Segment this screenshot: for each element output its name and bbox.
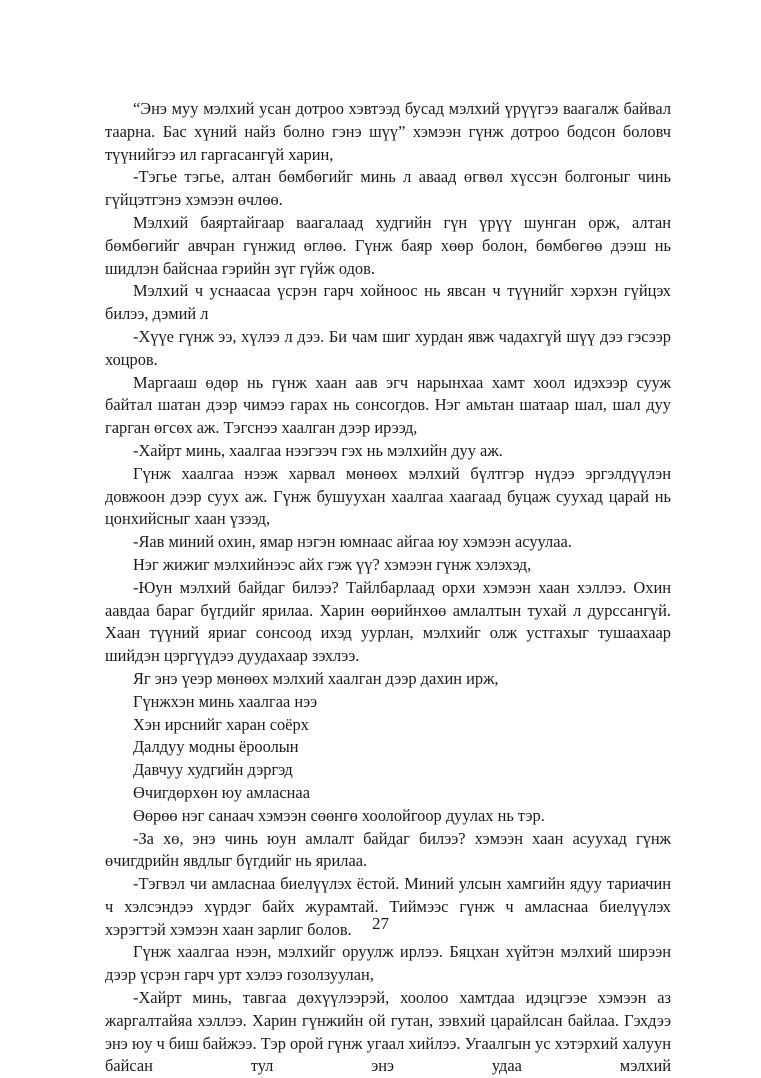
paragraph: “Энэ муу мэлхий усан дотроо хэвтээд бусад мэлхий үрүүгээ ваагалж байвал таарна. Бас хүний найз болно гэнэ шүү” хэмээн гүнж дотроо бодсон боловч түүнийгээ ил гаргасангүй харин, [105, 99, 671, 164]
paragraph: Гүнж хаалгаа нээж харвал мөнөөх мэлхий бүлтгэр нүдээ эргэлдүүлэн довжоон дээр суух аж. Гүнж бушуухан хаалгаа хаагаад буцаж суухад царай нь цонхийсныг хаан үзээд, [105, 463, 671, 529]
paragraph: -Хүүе гүнж ээ, хүлээ л дээ. Би чам шиг хурдан явж чадахгүй шүү дээ гэсээр хоцров. [105, 326, 671, 369]
verse-line: Өчигдөрхөн юу амласнаа [133, 782, 310, 802]
paragraph: -Хайрт минь, хаалгаа нээгээч гэх нь мэлхийн дуу аж. [133, 440, 503, 460]
paragraph: -Хайрт минь, тавгаа дөхүүлээрэй, хоолоо хамтдаа идэцгээе хэмээн аз жаргалтайяа хэллээ. Харин гүнжийн ой гутан, зэвхий царайлсан байлаа. Гэхдээ энэ юу ч биш байжээ. Тэр орой гүнж угаал хийлээ. Угаалгын ус хэтэрхий халуун байсан тул энэ удаа мэлхий [105, 988, 671, 1076]
paragraph: -Юун мэлхий байдаг билээ? Тайлбарлаад орхи хэмээн хаан хэллээ. Охин аавдаа бараг бүгдийг ярилаа. Харин өөрийнхөө амлалтын тухай л дурссангүй. Хаан түүний яриаг сонсоод ихэд уурлан, мэлхийг олж устгахыг тушаахаар шийдэн цэргүүдээ дуудахаар зэхлээ. [105, 577, 671, 666]
paragraph: Мэлхий ч уснаасаа үсрэн гарч хойноос нь явсан ч түүнийг хэрхэн гүйцэх билээ, дэмий л [105, 281, 671, 324]
paragraph: Өөрөө нэг санаач хэмээн сөөнгө хоолойгоор дуулах нь тэр. [133, 805, 545, 825]
verse-line: Гүнжхэн минь хаалгаа нээ [133, 691, 318, 711]
verse-line: Хэн ирснийг харан соёрх [133, 714, 309, 734]
paragraph: -Тэгье тэгье, алтан бөмбөгийг минь л аваад өгвөл хүссэн болгоныг чинь гүйцэтгэнэ хэмээн өчлөө. [105, 167, 671, 210]
paragraph: -Тэгвэл чи амласнаа биелүүлэх ёстой. Миний улсын хамгийн ядуу тариачин ч хэлсэндээ хүрдэг байх журамтай. Тиймээс гүнж ч амласнаа биелүүлэх хэрэгтэй хэмээн хаан зарлиг болов. [105, 874, 671, 939]
paragraph: Маргааш өдөр нь гүнж хаан аав эгч нарынхаа хамт хоол идэхээр сууж байтал шатан дээр чимээ гарах нь сонсогдов. Нэг амьтан шатаар шал, шал дуу гарган өгсөх аж. Тэгснээ хаалган дээр ирээд, [105, 372, 671, 438]
paragraph: Гүнж хаалгаа нээн, мэлхийг оруулж ирлээ. Бяцхан хүйтэн мэлхий ширээн дээр үсрэн гарч урт хэлээ гозолзуулан, [105, 942, 671, 985]
paragraph: Яг энэ үеэр мөнөөх мэлхий хаалган дээр дахин ирж, [133, 668, 499, 688]
verse-line: Далдуу модны ёроолын [133, 737, 299, 757]
paragraph: Нэг жижиг мэлхийнээс айх гэж үү? хэмээн гүнж хэлэхэд, [133, 554, 532, 574]
paragraph: Мэлхий баяртайгаар ваагалаад худгийн гүн үрүү шунган орж, алтан бөмбөгийг авчран гүнжид өглөө. Гүнж баяр хөөр болон, бөмбөгөө дээш нь шидлэн байснаа гэрийн зүг гүйж одов. [105, 212, 671, 278]
paragraph: -Яав миний охин, ямар нэгэн юмнаас айгаа юу хэмээн асуулаа. [133, 532, 572, 552]
verse-line: Давчуу худгийн дэргэд [133, 760, 293, 780]
page-number: 27 [372, 914, 389, 933]
paragraph: -За хө, энэ чинь юун амлалт байдаг билээ? хэмээн хаан асуухад гүнж өчигдрийн явдлыг бүгдийг нь ярилаа. [105, 828, 671, 871]
